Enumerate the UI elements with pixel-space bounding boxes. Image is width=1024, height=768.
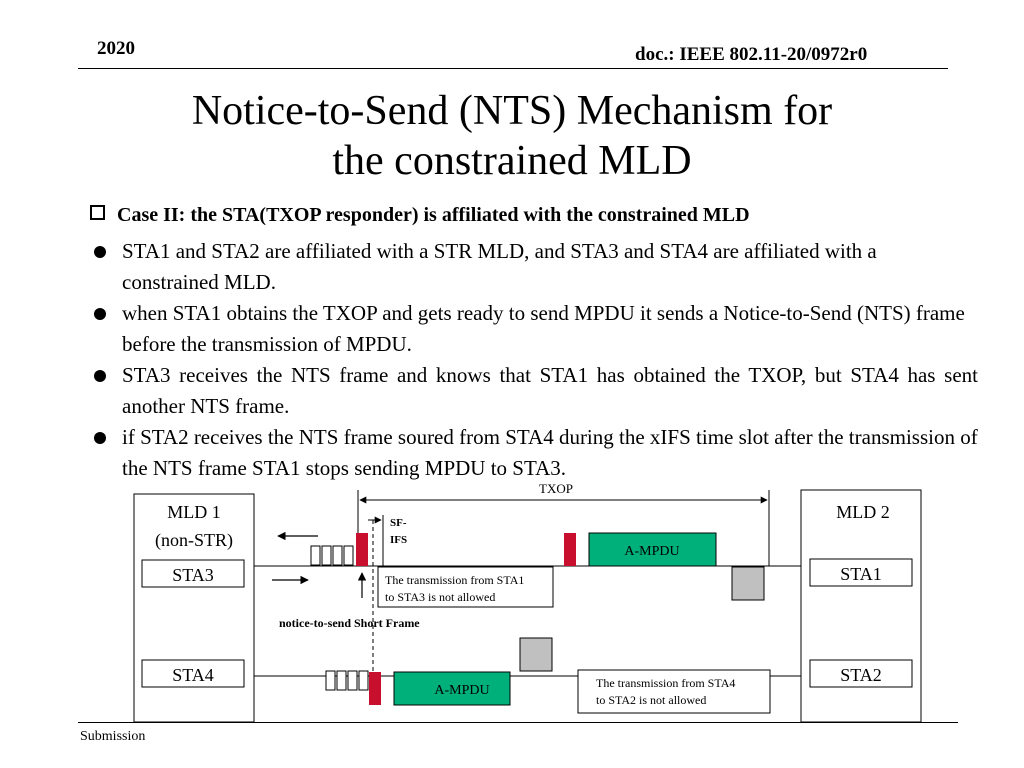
note-top-line-1: The transmission from STA1 <box>385 573 525 587</box>
mld1-sublabel: (non-STR) <box>155 530 233 550</box>
header-year: 2020 <box>97 38 135 59</box>
ampdu-top-label: A-MPDU <box>624 544 680 559</box>
nts-frame-sta4 <box>369 672 381 705</box>
slot-boxes-link1 <box>311 546 353 565</box>
title-line-2: the constrained MLD <box>332 138 692 184</box>
sf-ifs-label-1: SF- <box>390 517 407 529</box>
sta4-label: STA4 <box>172 665 214 685</box>
nts-short-frame-label: notice-to-send Short Frame <box>279 616 420 630</box>
sta2-label: STA2 <box>840 665 882 685</box>
bullet-text: STA3 receives the NTS frame and knows that STA1 has obtained the TXOP, but STA4 has sent another NTS frame. <box>122 363 978 418</box>
nts-frame-sta1 <box>356 533 368 566</box>
title-line-1: Notice-to-Send (NTS) Mechanism for <box>191 88 833 134</box>
bullet-text: STA1 and STA2 are affiliated with a STR MLD, and STA3 and STA4 are affiliated with a constrained MLD. <box>122 239 877 294</box>
sf-ifs-label-2: IFS <box>390 534 408 546</box>
case-heading-text: Case II: the STA(TXOP responder) is affiliated with the constrained MLD <box>117 204 750 226</box>
mld2-label: MLD 2 <box>836 502 890 522</box>
mld1-box <box>134 494 254 722</box>
ampdu-bottom-label: A-MPDU <box>434 683 490 698</box>
footer-rule <box>78 722 958 723</box>
txop-label: TXOP <box>539 481 573 496</box>
note-bottom-line-2: to STA2 is not allowed <box>596 693 707 707</box>
ack-block-link1 <box>732 567 764 600</box>
sta1-label: STA1 <box>840 564 882 584</box>
footer-submission: Submission <box>80 729 146 744</box>
bullet-text: if STA2 receives the NTS frame soured from STA4 during the xIFS time slot after the transmission of the NTS frame STA1 stops sending MPDU to STA3. <box>122 425 978 480</box>
nts-frame-sta1-second <box>564 533 576 566</box>
slot-boxes-link2 <box>326 671 368 690</box>
note-bottom-line-1: The transmission from STA4 <box>596 676 736 690</box>
bullet-text: when STA1 obtains the TXOP and gets ready to send MPDU it sends a Notice-to-Send (NTS) frame before the transmission of MPDU. <box>122 301 965 356</box>
note-top-line-2: to STA3 is not allowed <box>385 590 496 604</box>
ack-block-link2 <box>520 638 552 671</box>
sta3-label: STA3 <box>172 565 214 585</box>
mld1-label: MLD 1 <box>167 502 221 522</box>
header-doc-id: doc.: IEEE 802.11-20/0972r0 <box>635 44 868 65</box>
